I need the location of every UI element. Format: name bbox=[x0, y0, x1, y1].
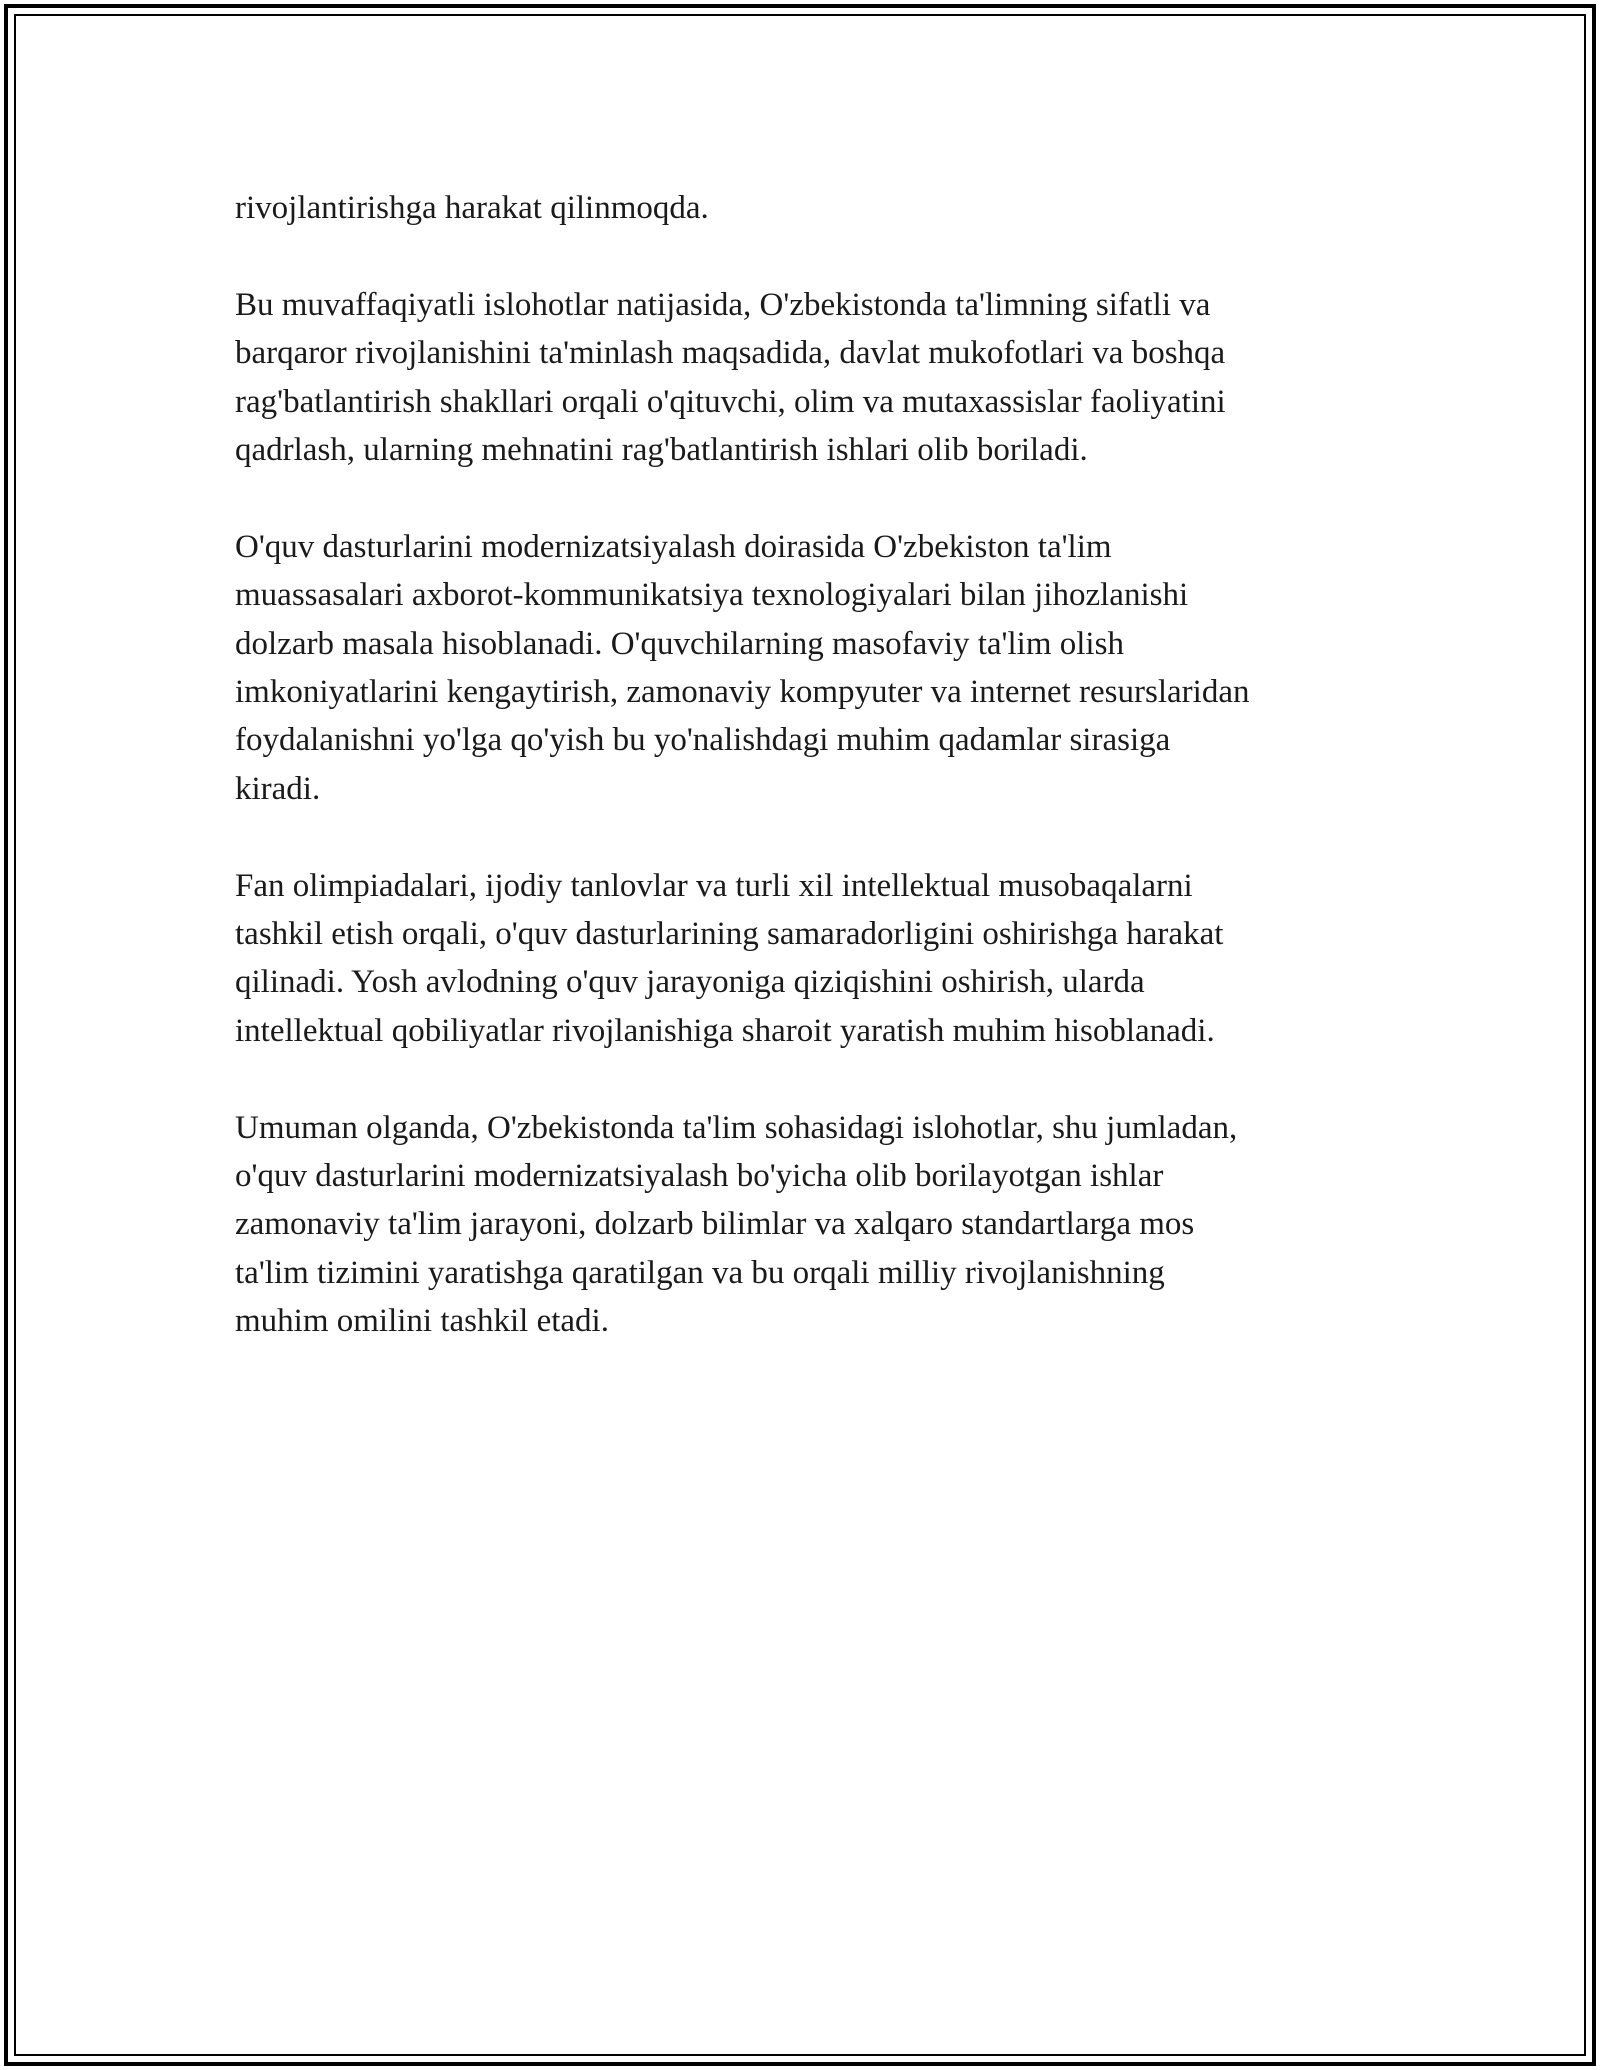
text-line: kiradi. bbox=[235, 770, 321, 807]
text-line: O'quv dasturlarini modernizatsiyalash doirasida O'zbekiston ta'lim bbox=[235, 528, 1112, 565]
text-line: muhim omilini tashkil etadi. bbox=[235, 1303, 609, 1340]
text-line: ta'lim tizimini yaratishga qaratilgan va bu orqali milliy rivojlanishning bbox=[235, 1254, 1165, 1291]
text-line: imkoniyatlarini kengaytirish, zamonaviy kompyuter va internet resurslaridan bbox=[235, 674, 1250, 711]
text-line: qilinadi. Yosh avlodning o'quv jarayoniga qiziqishini oshirish, ularda bbox=[235, 964, 1145, 1001]
text-line: tashkil etish orqali, o'quv dasturlarining samaradorligini oshirishga harakat bbox=[235, 916, 1224, 953]
text-line: Fan olimpiadalari, ijodiy tanlovlar va turli xil intellektual musobaqalarni bbox=[235, 867, 1193, 904]
text-line: Umuman olganda, O'zbekistonda ta'lim sohasidagi islohotlar, shu jumladan, bbox=[235, 1109, 1238, 1146]
text-line: zamonaviy ta'lim jarayoni, dolzarb bilimlar va xalqaro standartlarga mos bbox=[235, 1206, 1195, 1243]
paragraph-1 bbox=[235, 184, 1385, 232]
text-line: foydalanishni yo'lga qo'yish bu yo'nalishdagi muhim qadamlar sirasiga bbox=[235, 722, 1171, 759]
text-line: o'quv dasturlarini modernizatsiyalash bo'yicha olib borilayotgan ishlar bbox=[235, 1158, 1164, 1195]
text-line: intellektual qobiliyatlar rivojlanishiga sharoit yaratish muhim hisoblanadi. bbox=[235, 1012, 1215, 1049]
text-line: rivojlantirishga harakat qilinmoqda. bbox=[235, 190, 709, 226]
paragraph-3 bbox=[235, 523, 1385, 813]
text-line: rag'batlantirish shakllari orqali o'qituvchi, olim va mutaxassislar faoliyatini bbox=[235, 383, 1226, 420]
text-line: Bu muvaffaqiyatli islohotlar natijasida, O'zbekistonda ta'limning sifatli va bbox=[235, 286, 1211, 323]
document-body bbox=[235, 184, 1385, 1394]
text-line: muassasalari axborot-kommunikatsiya texnologiyalari bilan jihozlanishi bbox=[235, 577, 1189, 614]
text-line: barqaror rivojlanishini ta'minlash maqsadida, davlat mukofotlari va boshqa bbox=[235, 335, 1226, 372]
text-line: dolzarb masala hisoblanadi. O'quvchilarning masofaviy ta'lim olish bbox=[235, 625, 1124, 662]
paragraph-2 bbox=[235, 281, 1385, 475]
paragraph-4 bbox=[235, 862, 1385, 1056]
text-line: qadrlash, ularning mehnatini rag'batlantirish ishlari olib boriladi. bbox=[235, 432, 1088, 469]
paragraph-5 bbox=[235, 1104, 1385, 1346]
